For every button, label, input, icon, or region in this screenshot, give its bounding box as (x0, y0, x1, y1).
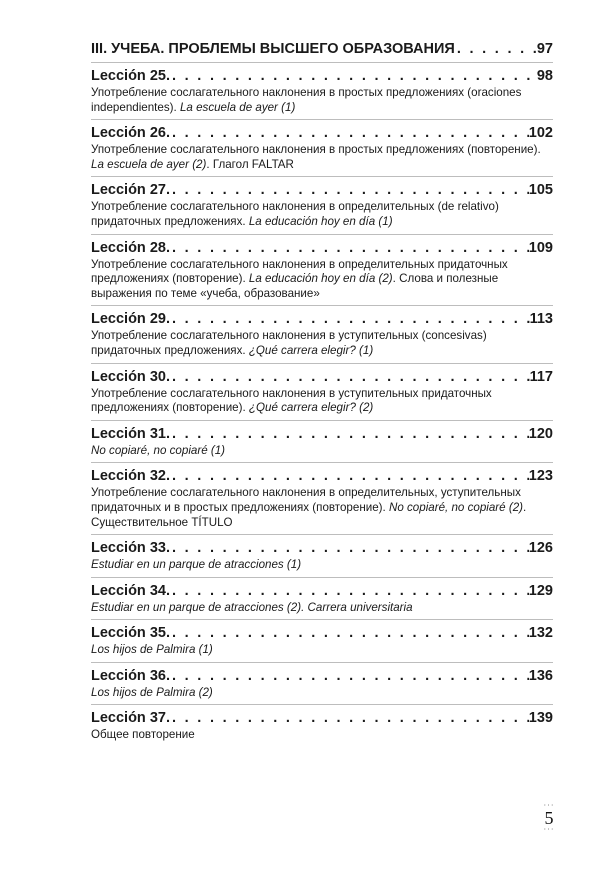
lesson-topic: Употребление сослагательного наклонения в простых предложениях (повторение). (91, 143, 541, 157)
lesson-title: Lección 32. (91, 468, 170, 485)
toc-entry (91, 704, 553, 747)
dot-leader (170, 181, 529, 199)
dot-leader (170, 368, 530, 386)
table-of-contents (91, 40, 553, 747)
toc-entry-heading (91, 181, 553, 199)
dot-leader (170, 239, 529, 257)
page-folio (541, 803, 557, 833)
folio-ornament-top: ··· (543, 801, 555, 810)
lesson-page-number: 120 (528, 425, 553, 442)
lesson-page-number: 132 (528, 625, 553, 642)
toc-entry (91, 662, 553, 705)
lesson-title: Lección 36. (91, 667, 170, 684)
lesson-title: Lección 25. (91, 68, 170, 84)
toc-entry (91, 462, 553, 534)
section-heading (91, 40, 553, 58)
toc-entry-heading (91, 425, 553, 443)
toc-entry (91, 363, 553, 420)
lesson-description (91, 258, 553, 302)
toc-entry-heading (91, 539, 553, 557)
lesson-reading-title: La escuela de ayer (1) (179, 100, 296, 114)
lesson-topic: . Существительное TÍTULO (91, 500, 527, 529)
toc-entry-heading (91, 624, 553, 642)
lesson-topic: Употребление сослагательного наклонения в простых предложениях (oraciones independientes). (91, 86, 522, 114)
dot-leader (170, 425, 529, 443)
lesson-topic: Употребление сослагательного наклонения в уступительных придаточных предложениях (повторение). (91, 386, 492, 415)
lesson-page-number: 126 (528, 540, 553, 557)
lesson-reading-title: Estudiar en un parque de atracciones (2). Carrera universitaria (91, 600, 413, 614)
lesson-title: Lección 33. (91, 540, 170, 557)
lesson-description (91, 486, 553, 530)
lesson-description (91, 444, 553, 459)
lesson-page-number: 105 (528, 182, 553, 199)
dot-leader (170, 539, 529, 557)
toc-entry (91, 62, 553, 119)
lesson-reading-title: La educación hoy en día (2) (248, 272, 393, 286)
lesson-page-number: 102 (528, 125, 553, 142)
toc-entry-heading (91, 467, 553, 485)
lesson-list (91, 62, 553, 747)
section-title: III. УЧЕБА. ПРОБЛЕМЫ ВЫСШЕГО ОБРАЗОВАНИЯ (91, 41, 455, 57)
lesson-page-number: 139 (528, 710, 553, 727)
lesson-description (91, 686, 553, 701)
dot-leader (170, 582, 529, 600)
lesson-description (91, 558, 553, 573)
toc-entry-heading (91, 667, 553, 685)
lesson-title: Lección 34. (91, 582, 170, 599)
lesson-title: Lección 35. (91, 625, 170, 642)
lesson-reading-title: ¿Qué carrera elegir? (1) (248, 343, 374, 357)
page-number: 5 (544, 808, 554, 828)
toc-entry-heading (91, 582, 553, 600)
lesson-page-number: 129 (528, 582, 553, 599)
lesson-reading-title: La escuela de ayer (2) (91, 157, 207, 171)
toc-entry-heading (91, 368, 553, 386)
lesson-reading-title: Los hijos de Palmira (2) (91, 685, 213, 699)
toc-entry (91, 619, 553, 662)
toc-entry-heading (91, 67, 553, 85)
lesson-reading-title: No copiaré, no copiaré (2) (388, 500, 524, 514)
lesson-page-number: 113 (529, 311, 553, 328)
toc-entry (91, 577, 553, 620)
lesson-description (91, 643, 553, 658)
lesson-reading-title: Los hijos de Palmira (1) (91, 643, 213, 657)
lesson-title: Lección 37. (91, 710, 170, 727)
lesson-title: Lección 31. (91, 425, 170, 442)
dot-leader (170, 467, 529, 485)
toc-entry-heading (91, 124, 553, 142)
lesson-title: Lección 26. (91, 125, 170, 142)
toc-entry-heading (91, 709, 553, 727)
dot-leader (455, 40, 537, 58)
lesson-title: Lección 29. (91, 311, 170, 328)
lesson-reading-title: No copiaré, no copiaré (1) (91, 443, 226, 457)
toc-entry (91, 119, 553, 176)
lesson-description (91, 728, 553, 743)
dot-leader (170, 709, 529, 727)
toc-entry (91, 420, 553, 463)
lesson-reading-title: Estudiar en un parque de atracciones (1) (91, 558, 302, 572)
lesson-description (91, 601, 553, 616)
lesson-page-number: 109 (528, 239, 553, 256)
lesson-reading-title: La educación hoy en día (1) (248, 214, 393, 228)
section-page-number: 97 (536, 41, 553, 57)
lesson-topic: Употребление сослагательного наклонения в уступительных (concesivas) придаточных предложениях. (91, 329, 487, 357)
lesson-title: Lección 30. (91, 368, 170, 385)
lesson-description (91, 387, 553, 416)
lesson-description (91, 143, 553, 172)
dot-leader (170, 67, 537, 85)
lesson-description (91, 329, 553, 358)
lesson-topic: . Глагол FALTAR (206, 157, 294, 171)
lesson-topic: Употребление сослагательного наклонения в определительных, уступительных придаточных и в простых предложениях (повторение). (91, 486, 521, 514)
dot-leader (170, 124, 529, 142)
toc-entry (91, 176, 553, 233)
toc-entry (91, 534, 553, 577)
toc-entry-heading (91, 239, 553, 257)
lesson-page-number: 98 (536, 68, 553, 84)
lesson-reading-title: ¿Qué carrera elegir? (2) (248, 401, 374, 415)
lesson-title: Lección 27. (91, 182, 170, 199)
dot-leader (170, 624, 529, 642)
lesson-topic: Употребление сослагательного наклонения в определительных (de relativo) придаточных предложениях. (91, 200, 499, 228)
lesson-page-number: 123 (528, 468, 553, 485)
toc-entry (91, 234, 553, 306)
toc-entry-heading (91, 310, 553, 328)
lesson-topic: . Слова и полезные выражения по теме «учеба, образование» (91, 272, 499, 300)
lesson-description (91, 200, 553, 229)
dot-leader (170, 667, 529, 685)
lesson-topic: Употребление сослагательного наклонения в определительных придаточных предложениях (повторение). (91, 257, 508, 286)
lesson-description (91, 86, 553, 115)
dot-leader (170, 310, 530, 328)
folio-ornament-bottom: ··· (543, 825, 555, 834)
lesson-page-number: 136 (528, 667, 553, 684)
lesson-page-number: 117 (529, 368, 553, 385)
lesson-topic: Общее повторение (91, 728, 195, 742)
toc-entry (91, 305, 553, 362)
lesson-title: Lección 28. (91, 239, 170, 256)
